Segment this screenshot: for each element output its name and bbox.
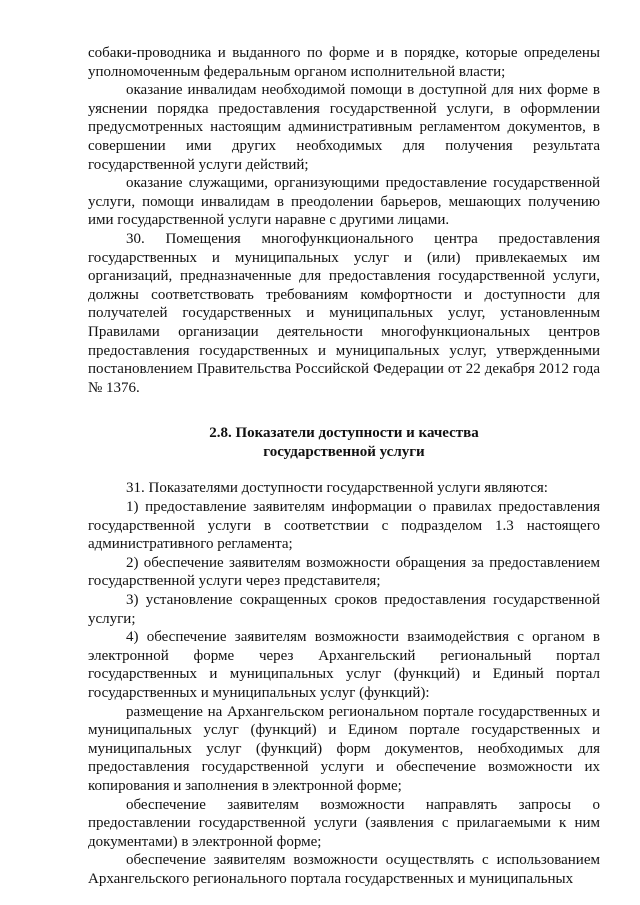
paragraph-guide-dog: собаки-проводника и выданного по форме и в порядке, которые определены уполномоченным федеральным органом исполнительной власти; — [88, 45, 600, 80]
paragraph-sub-3: 3) установление сокращенных сроков предоставления государственной услуги; — [88, 592, 600, 627]
paragraph-forms: размещение на Архангельском региональном портале государственных и муниципальных услуг (функций) и Едином портале государственных и муниципальных услуг (функций) форм документов, необходимых для предоставления государственной услуги и обеспечение возможности их копирования и заполнения в электронной форме; — [88, 703, 600, 794]
paragraph-item-30: 30. Помещения многофункционального центра предоставления государственных и муниципальных услуг и (или) привлекаемых им организаций, предназначенные для предоставления государственной услуги, должны соответствовать требованиям комфортности и доступности для получателей государственных и муниципальных услуг, установленным Правилами организации деятельности многофункциональных центров предоставления государственных и муниципальных услуг, утвержденными постановлением Правительства Российской Федерации от 22 декабря 2012 года № 1376. — [88, 230, 600, 396]
paragraph-assistance: оказание инвалидам необходимой помощи в доступной для них форме в уяснении порядка предоставления государственной услуги, в оформлении предусмотренных настоящим административным регламентом документов, в совершении ими других необходимых для получения результата государственной услуги действий; — [88, 82, 600, 173]
paragraph-requests: обеспечение заявителям возможности направлять запросы о предоставлении государственной услуги (заявления с прилагаемыми к ним документами) в электронной форме; — [88, 796, 600, 850]
section-heading-line2: государственной услуги — [263, 443, 425, 460]
section-heading — [88, 424, 600, 461]
paragraph-barriers: оказание служащими, организующими предоставление государственной услуги, помощи инвалидам в преодолении барьеров, мешающих получению ими государственной услуги наравне с другими лицами. — [88, 175, 600, 229]
section-heading-line1: 2.8. Показатели доступности и качества — [209, 425, 479, 442]
document-page — [88, 44, 600, 889]
paragraph-sub-2: 2) обеспечение заявителям возможности обращения за предоставлением государственной услуги через представителя; — [88, 554, 600, 590]
paragraph-sub-1: 1) предоставление заявителям информации о правилах предоставления государственной услуги в соответствии с подразделом 1.3 настоящего административного регламента; — [88, 499, 600, 553]
paragraph-item-31: 31. Показателями доступности государственной услуги являются: — [126, 480, 548, 497]
paragraph-sub-4: 4) обеспечение заявителям возможности взаимодействия с органом в электронной форме через Архангельский региональный портал государственных и муниципальных услуг (функций) и Единый портал государственных и муниципальных услуг (функций): — [88, 629, 600, 701]
paragraph-portal-use: обеспечение заявителям возможности осуществлять с использованием Архангельского регионального портала государственных и муниципальных — [88, 852, 600, 887]
